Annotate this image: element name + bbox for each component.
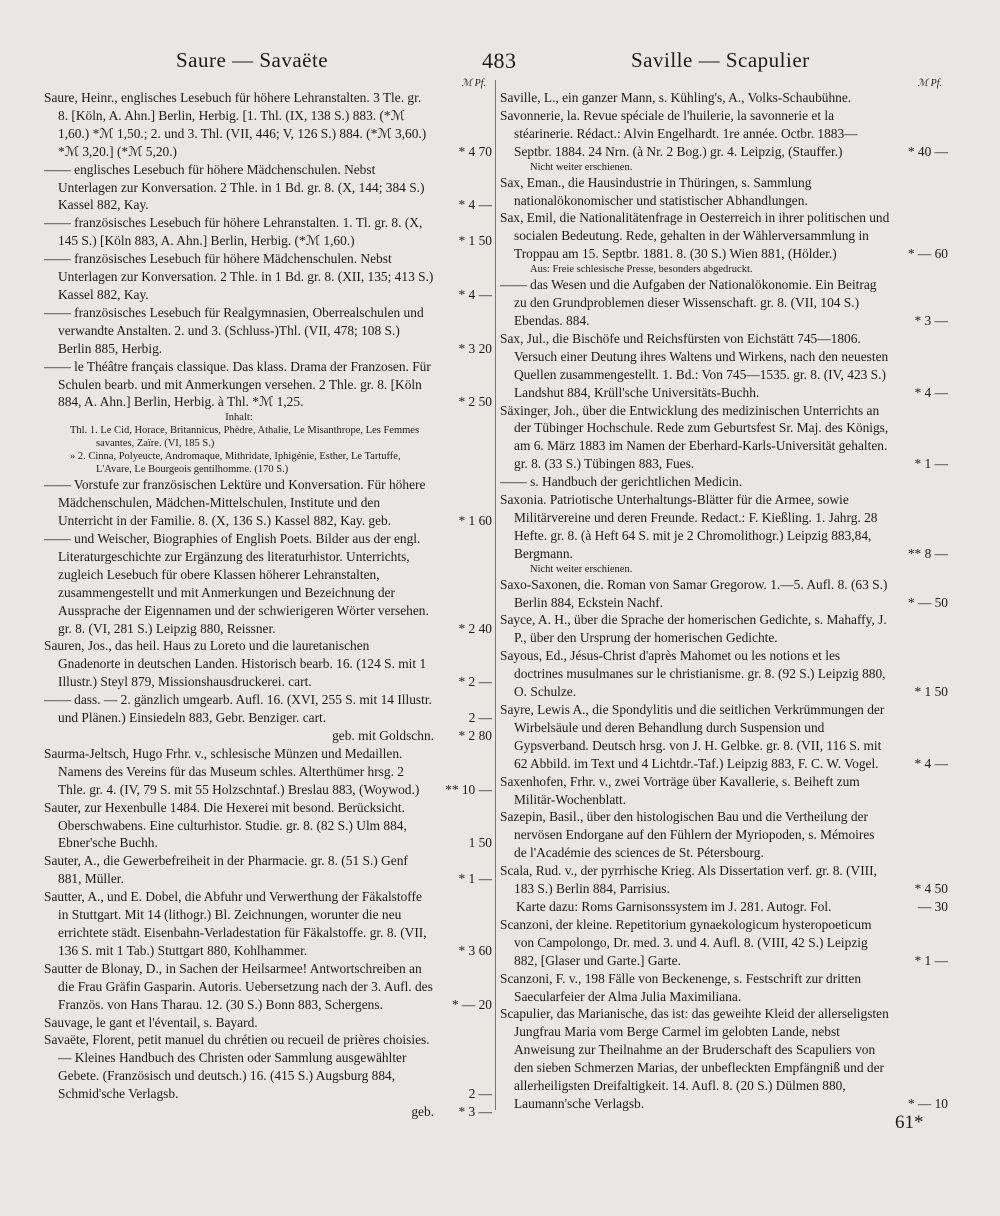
entry-text: Sauter, A., die Gewerbefreiheit in der Pharmacie. gr. 8. (51 S.) Genf 881, Müller.: [44, 853, 408, 887]
entry-text: Karte dazu: Roms Garnisonssystem im J. 281. Autogr. Fol.: [516, 898, 832, 914]
entry-note: Nicht weiter erschienen.: [530, 563, 633, 575]
entry-text: —— französisches Lesebuch für höhere Lehranstalten. 1. Tl. gr. 8. (X, 145 S.) [Köln 883, A. Ahn.] Berlin, Herbig. (*ℳ 1,60.): [44, 215, 423, 249]
entry-text: —— s. Handbuch der gerichtlichen Medicin.: [500, 474, 743, 490]
entry-text: Sax, Emil, die Nationalitätenfrage in Oesterreich in ihrer politischen und socialen Bedeutung. Rede, gehalten in der Wählerversammlung in Troppau am 15. Septbr. 1881. 8. (30 S.) Wien 881, (Hölder.): [500, 210, 890, 262]
entry-note: Inhalt:: [225, 412, 253, 424]
entry-text: Sayous, Ed., Jésus-Christ d'après Mahomet ou les notions et les doctrines musulmanes sur le christianisme. gr. 8. (92 S.) Leipzig 880, O. Schulze.: [500, 648, 886, 700]
entry-price: * 2 40: [458, 620, 492, 636]
entry-text: Saxo-Saxonen, die. Roman von Samar Gregorow. 1.—5. Aufl. 8. (63 S.) Berlin 884, Eckstein Nachf.: [500, 576, 888, 610]
entry-text: Saxonia. Patriotische Unterhaltungs-Blätter für die Armee, sowie Militärvereine und deren Freunde. Redact.: F. Kießling. 1. Jahrg. 28 Hefte. gr. 8. (à Heft 64 S. mit je 2 Chromolithogr.) Leipzig 883,84, Bergmann.: [500, 492, 878, 561]
entry-price: * — 20: [451, 996, 492, 1012]
entry-price: * 1 50: [914, 684, 948, 700]
entry-note: Nicht weiter erschienen.: [530, 161, 633, 173]
entry-note: Thl. 1. Le Cid, Horace, Britannicus, Phèdre, Athalie, Le Misanthrope, Les Femmes savantes, Zaïre. (VI, 185 S.): [70, 425, 420, 450]
bibliography-entry: [500, 1005, 948, 1112]
bibliography-entry: [500, 808, 948, 862]
bibliography-entry: [500, 402, 948, 474]
entry-text: Savaëte, Florent, petit manuel du chrétien ou recueil de prières choisies. — Kleines Handbuch des Christen oder Sammlung ausgewählter Gebete. (Französisch und deutsch.) 16. (415 S.) Augsburg 884, Schmid'sche Verlagsb.: [44, 1032, 430, 1102]
entry-text: Scanzoni, der kleine. Repetitorium gynaekologicum hysteropoeticum von Campolongo, Dr. med. 3. und 4. Aufl. 8. (VIII, 42 S.) Leipzig 882, [Glaser und Garte.] Garte.: [500, 916, 872, 968]
entry-price: * 4 50: [914, 881, 948, 897]
price-column-heading: ℳ Pf.: [461, 78, 486, 89]
bibliography-entry: [500, 611, 948, 647]
entry-text: —— englisches Lesebuch für höhere Mädchenschulen. Nebst Unterlagen zur Konversation. 2 Thle. in 1 Bd. gr. 8. (X, 144; 384 S.) Kassel 882, Kay.: [44, 161, 425, 213]
entry-text: —— dass. — 2. gänzlich umgearb. Aufl. 16. (XVI, 255 S. mit 14 Illustr. und Plänen.) Einsiedeln 883, Gebr. Benziger. cart.: [44, 692, 432, 726]
bibliography-entry: [500, 473, 948, 491]
bibliography-entry: [44, 637, 492, 691]
bibliography-entry: [500, 89, 948, 107]
bibliography-entry: [500, 576, 948, 612]
bibliography-entry: [500, 773, 948, 809]
right-column: [500, 78, 948, 1113]
entry-text: Sax, Jul., die Bischöfe und Reichsfürsten von Eichstätt 745—1806. Versuch einer Deutung ihres Waltens und Wirkens, nach den neuesten Quellen zusammengestellt. 1. Bd.: Von 745—1535. gr. 8. (IV, 423 S.) Landshut 884, Krüll'sche Universitäts-Buchh.: [500, 330, 889, 400]
bibliography-entry: [500, 330, 948, 402]
entry-text: Scala, Rud. v., der pyrrhische Krieg. Als Dissertation verf. gr. 8. (VIII, 183 S.) Berlin 884, Parrisius.: [500, 863, 877, 897]
left-column: [44, 78, 492, 1121]
entry-text: Savonnerie, la. Revue spéciale de l'huilerie, la savonnerie et la stéarinerie. Rédact.: Alvin Engelhardt. 1re année. Octbr. 1883—Septbr. 1884. 24 Nrn. (à Nr. 2 Bog.) gr. 4. Leipzig, (Stauffer.): [500, 107, 858, 159]
entry-price: * 2 50: [458, 394, 492, 410]
entry-text: Saurma-Jeltsch, Hugo Frhr. v., schlesische Münzen und Medaillen. Namens des Vereins für das Museum schles. Alterthümer hrsg. 2 Thle. gr. 4. (IV, 79 S. mit 55 Holzschntaf.) Breslau 883, (Woywod.): [44, 745, 420, 797]
entry-price: 1 50: [468, 835, 492, 851]
column-divider: [495, 80, 496, 1110]
bibliography-entry: [44, 691, 492, 727]
left-entries: [44, 89, 492, 1121]
bibliography-entry: [44, 304, 492, 358]
entry-text: —— und Weischer, Biographies of English Poets. Bilder aus der engl. Literaturgeschichte zur Ergänzung des literaturhistor. Unterrichts, zugleich Lesebuch für obere Klassen höherer Lehranstalten, zusammengestellt und mit Anmerkungen und Bezeichnung der Aussprache der Eigennamen und der schwierigeren Wörter versehen. gr. 8. (VI, 281 S.) Leipzig 880, Reissner.: [44, 531, 429, 636]
entry-price: 2 —: [468, 710, 492, 726]
signature-mark: 61*: [895, 1112, 924, 1133]
bibliography-entry: [500, 970, 948, 1006]
entry-price: * 3 20: [458, 340, 492, 356]
entry-price: * 4 —: [458, 286, 492, 302]
entry-text: Saxenhofen, Frhr. v., zwei Vorträge über Kavallerie, s. Beiheft zum Militär-Wochenblatt.: [500, 773, 860, 807]
bibliography-entry: [44, 727, 492, 745]
page-number: 483: [482, 48, 517, 73]
entry-text: Sayce, A. H., über die Sprache der homerischen Gedichte, s. Mahaffy, J. P., über den Ursprung der homerischen Gedichte.: [500, 612, 887, 646]
running-head-left: Saure — Savaëte: [176, 48, 329, 72]
entry-text: geb. mit Goldschn.: [332, 728, 434, 743]
bibliography-entry: [44, 960, 492, 1014]
entry-price: * 2 —: [458, 674, 492, 690]
bibliography-entry: [44, 250, 492, 304]
entry-price: * — 50: [907, 594, 948, 610]
entry-price: * 1 —: [458, 871, 492, 887]
entry-text: —— französisches Lesebuch für höhere Mädchenschulen. Nebst Unterlagen zur Konversation. 2 Thle. in 1 Bd. gr. 8. (XII, 135; 413 S.) Kassel 882, Kay.: [44, 251, 434, 302]
entry-price: * 1 50: [458, 233, 492, 249]
bibliography-entry: [44, 799, 492, 853]
price-column-heading: ℳ Pf.: [917, 78, 942, 89]
entry-price: ** 10 —: [445, 781, 492, 797]
bibliography-entry: [44, 358, 492, 412]
entry-price: * 1 60: [458, 513, 492, 529]
bibliography-entry: [500, 701, 948, 773]
entry-price: ** 8 —: [907, 545, 948, 561]
entry-price: * — 60: [907, 246, 948, 262]
entry-price: * 4 —: [914, 755, 948, 771]
entry-text: Scanzoni, F. v., 198 Fälle von Beckenenge, s. Festschrift zur dritten Saecularfeier der Alma Julia Maximiliana.: [500, 970, 862, 1004]
entry-text: Sautter, A., und E. Dobel, die Abfuhr und Verwerthung der Fäkalstoffe in Stuttgart. Mit 14 (lithogr.) Bl. Zeichnungen, worunter die neu errichtete städt. Eisenbahn-Verladestation für Fäkalstoffe. gr. 8. (VII, 136 S. mit 1 Tab.) Stuttgart 880, Kohlhammer.: [44, 889, 427, 958]
bibliography-entry: [44, 1014, 492, 1032]
bibliography-entry: [44, 852, 492, 888]
bibliography-entry: [500, 107, 948, 161]
entry-price: * 1 —: [914, 456, 948, 472]
right-entries: [500, 89, 948, 1113]
entry-price: * 1 —: [914, 952, 948, 968]
bibliography-entry: [44, 1031, 492, 1103]
entry-text: Sautter de Blonay, D., in Sachen der Heilsarmee! Antwortschreiben an die Frau Gräfin Gasparin. Autoris. Uebersetzung nach der 3. Aufl. des Französ. von Hans Tharau. 12. (30 S.) Bonn 883, Schergens.: [44, 960, 433, 1012]
bibliography-entry: [500, 174, 948, 210]
entry-text: geb.: [411, 1104, 434, 1120]
entry-price: * 4 —: [914, 384, 948, 400]
entry-note: » 2. Cinna, Polyeucte, Andromaque, Mithridate, Iphigénie, Esther, Le Tartuffe, L'Avare, Le Bourgeois gentilhomme. (170 S.): [70, 451, 401, 476]
entry-price: * 2 80: [458, 728, 492, 743]
entry-text: Saure, Heinr., englisches Lesebuch für höhere Lehranstalten. 3 Tle. gr. 8. [Köln, A. Ahn.] Berlin, Herbig. [1. Thl. (IX, 138 S.) 883. (*ℳ 1,60.) *ℳ 1,50.; 2. und 3. Thl. (VII, 446; V, 126 S.) 884. (*ℳ 3,60.) *ℳ 3,20.] (*ℳ 5,20.): [44, 90, 427, 159]
entry-price: 2 —: [468, 1086, 492, 1102]
bibliography-entry: [500, 491, 948, 563]
bibliography-entry: [44, 214, 492, 250]
entry-price: * 4 —: [458, 197, 492, 213]
entry-text: Sayre, Lewis A., die Spondylitis und die seitlichen Verkrümmungen der Wirbelsäule und deren Behandlung durch Suspension und Gypsverband. Deutsch hrsg. von J. H. Gelbke. gr. 8. (VII, 116 S. mit 62 Abbild. im Text und 4 Lichtdr.-Taf.) Leipzig 883, F. C. W. Vogel.: [500, 702, 885, 771]
entry-text: Saville, L., ein ganzer Mann, s. Kühling's, A., Volks-Schaubühne.: [500, 90, 852, 105]
entry-price: * 40 —: [907, 143, 948, 159]
entry-text: Sazepin, Basil., über den histologischen Bau und die Vertheilung der nervösen Endorgane auf den Fühlern der Myriopoden, s. Mémoires de l'Académie des sciences de St. Pétersbourg.: [500, 809, 875, 861]
entry-text: —— französisches Lesebuch für Realgymnasien, Oberrealschulen und verwandte Anstalten. 2. und 3. (Schluss-)Thl. (VII, 478; 108 S.) Berlin 885, Herbig.: [44, 304, 424, 356]
bibliography-entry: [44, 476, 492, 530]
bibliography-entry: [44, 161, 492, 215]
entry-price: * 3 —: [914, 312, 948, 328]
bibliography-entry: [44, 89, 492, 161]
entry-text: Sax, Eman., die Hausindustrie in Thüringen, s. Sammlung nationalökonomischer und statistischer Abhandlungen.: [500, 174, 812, 208]
bibliography-entry: [500, 276, 948, 330]
entry-price: * 3 —: [458, 1104, 492, 1120]
entry-text: Sauvage, le gant et l'éventail, s. Bayard.: [44, 1014, 258, 1030]
bibliography-entry: [44, 530, 492, 637]
bibliography-entry: [500, 916, 948, 970]
entry-note: Aus: Freie schlesische Presse, besonders abgedruckt.: [530, 264, 753, 276]
entry-text: Sauren, Jos., das heil. Haus zu Loreto und die lauretanischen Gnadenorte in deutschen Landen. Historisch bearb. 16. (124 S. mit 1 Illustr.) Steyl 879, Missionshausdruckerei. cart.: [44, 638, 427, 690]
bibliography-entry: [44, 1103, 492, 1121]
entry-price: — 30: [917, 898, 948, 914]
entry-price: * 3 60: [458, 942, 492, 958]
entry-text: Sauter, zur Hexenbulle 1484. Die Hexerei mit besond. Berücksicht. Oberschwabens. Eine culturhistor. Studie. gr. 8. (82 S.) Ulm 884, Ebner'sche Buchh.: [44, 799, 407, 851]
entry-text: —— le Théâtre français classique. Das klass. Drama der Franzosen. Für Schulen bearb. und mit Anmerkungen versehen. 2 Thle. gr. 8. [Köln 884, A. Ahn.] Berlin, Herbig. à Thl. *ℳ 1,25.: [44, 358, 431, 410]
running-head-right: Saville — Scapulier: [631, 48, 810, 72]
entry-price: * 4 70: [458, 143, 492, 159]
entry-text: —— das Wesen und die Aufgaben der Nationalökonomie. Ein Beitrag zu den Grundproblemen dieser Wissenschaft. gr. 8. (VII, 104 S.) Ebendas. 884.: [500, 277, 877, 328]
bibliography-entry: [500, 898, 948, 916]
entry-price: * — 10: [907, 1095, 948, 1111]
bibliography-entry: [500, 209, 948, 263]
bibliography-entry: [44, 745, 492, 799]
bibliography-entry: [44, 888, 492, 960]
bibliography-entry: [500, 862, 948, 898]
entry-text: —— Vorstufe zur französischen Lektüre und Konversation. Für höhere Mädchenschulen, Mädchen-Mittelschulen, Institute und den Unterricht in der Familie. 8. (X, 136 S.) Kassel 882, Kay. geb.: [44, 477, 426, 529]
entry-text: Säxinger, Joh., über die Entwicklung des medizinischen Unterrichts an der Tübinger Hochschule. Rede zum Geburtsfest Sr. Maj. des Königs, am 6. März 1883 im Namen der Eberhard-Karls-Universität gehalten. gr. 8. (33 S.) Tübingen 883, Fues.: [500, 402, 889, 472]
entry-text: Scapulier, das Marianische, das ist: das geweihte Kleid der allerseligsten Jungfrau Maria vom Berge Carmel im gelobten Lande, nebst Anweisung zur Theilnahme an der Bruderschaft des Scapuliers von den sieben Schmerzen Marias, der unbefleckten Empfängniß und der allerheiligsten Dreifaltigkeit. 14. Aufl. 8. (20 S.) Dülmen 880, Laumann'sche Verlagsb.: [500, 1006, 889, 1111]
bibliography-entry: [500, 647, 948, 701]
